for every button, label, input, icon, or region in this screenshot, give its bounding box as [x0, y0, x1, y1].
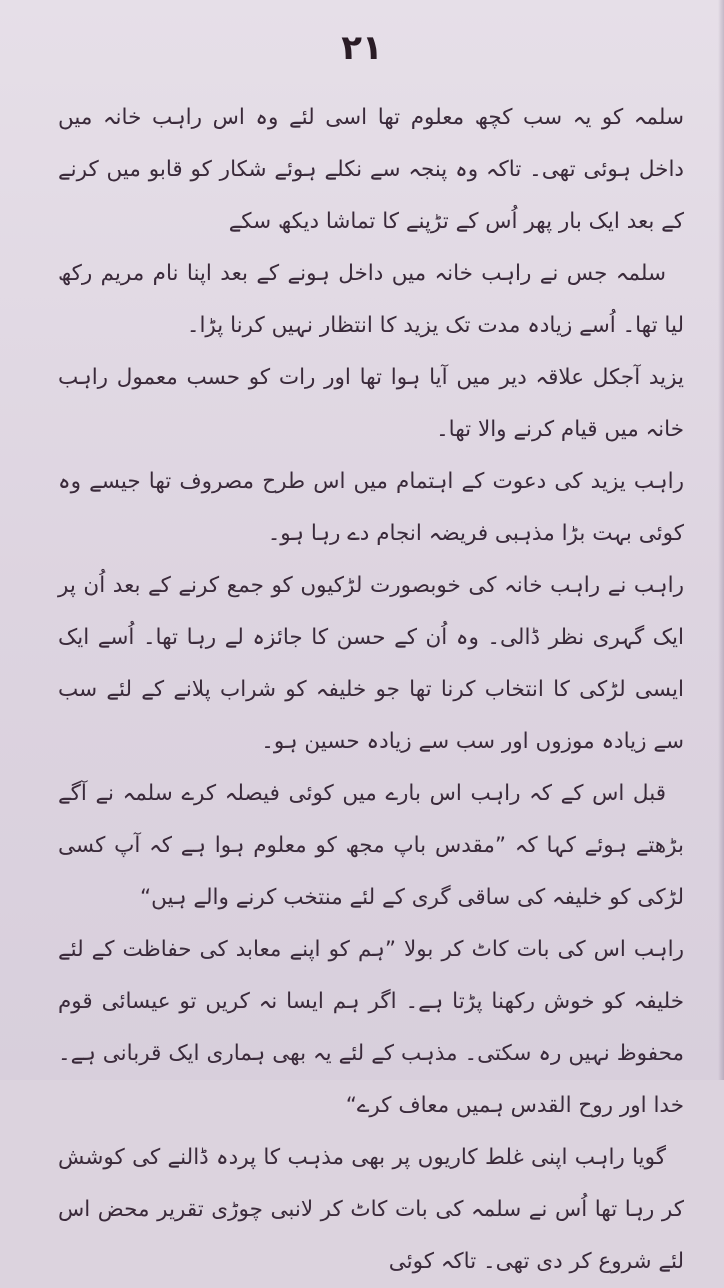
paragraph: یزید آجکل علاقہ دیر میں آیا ہوا تھا اور رات کو حسب معمول راہب خانہ میں قیام کرنے والا تھا۔ [58, 365, 684, 442]
paragraph: راہب نے راہب خانہ کی خوبصورت لڑکیوں کو جمع کرنے کے بعد اُن پر ایک گہری نظر ڈالی۔ وہ اُن کے حسن کا جائزہ لے رہا تھا۔ اُسے ایک ایسی لڑکی کا انتخاب کرنا تھا جو خلیفہ کو شراب پلانے کے لئے سب سے زیادہ موزوں اور سب سے زیادہ حسین ہو۔ [58, 573, 684, 754]
page-number: ۲۱ [341, 28, 383, 68]
body-text [58, 92, 684, 1288]
paragraph: قبل اس کے کہ راہب اس بارے میں کوئی فیصلہ کرے سلمہ نے آگے بڑھتے ہوئے کہا کہ ”مقدس باپ مجھ کو معلوم ہوا ہے کہ آپ کسی لڑکی کو خلیفہ کی ساقی گری کے لئے منتخب کرنے والے ہیں“ [58, 781, 684, 910]
paragraph: سلمہ کو یہ سب کچھ معلوم تھا اسی لئے وہ اس راہب خانہ میں داخل ہوئی تھی۔ تاکہ وہ پنجہ سے نکلے ہوئے شکار کو قابو میں کرنے کے بعد ایک بار پھر اُس کے تڑپنے کا تماشا دیکھ سکے [58, 105, 684, 234]
paragraph: گویا راہب اپنی غلط کاریوں پر بھی مذہب کا پردہ ڈالنے کی کوشش کر رہا تھا اُس نے سلمہ کی بات کاٹ کر لانبی چوڑی تقریر محض اس لئے شروع کر دی تھی۔ تاکہ کوئی [58, 1145, 684, 1274]
page-edge-shadow [718, 0, 724, 1080]
paragraph: سلمہ جس نے راہب خانہ میں داخل ہونے کے بعد اپنا نام مریم رکھ لیا تھا۔ اُسے زیادہ مدت تک یزید کا انتظار نہیں کرنا پڑا۔ [58, 261, 684, 338]
paragraph: راہب اس کی بات کاٹ کر بولا ”ہم کو اپنے معابد کی حفاظت کے لئے خلیفہ کو خوش رکھنا پڑتا ہے۔ اگر ہم ایسا نہ کریں تو عیسائی قوم محفوظ نہیں رہ سکتی۔ مذہب کے لئے یہ بھی ہماری ایک قربانی ہے۔ خدا اور روح القدس ہمیں معاف کرے“ [58, 937, 684, 1118]
paragraph: راہب یزید کی دعوت کے اہتمام میں اس طرح مصروف تھا جیسے وہ کوئی بہت بڑا مذہبی فریضہ انجام دے رہا ہو۔ [58, 469, 684, 546]
